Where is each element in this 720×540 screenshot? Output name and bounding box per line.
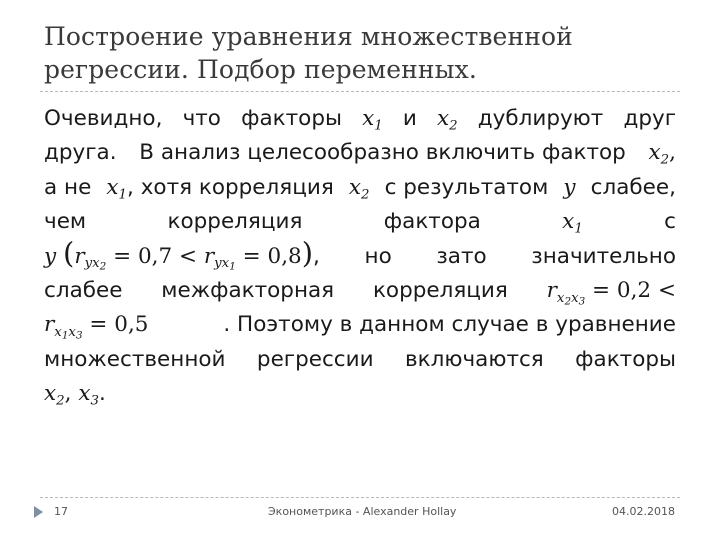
math-x1: $x_1$, хотя корреляция [106,174,334,203]
math-correlation-comparison: y $(r_{yx_2} = 0,7 < r_{yx_1} = 0,8)$, [44,235,320,273]
word: друга. [44,140,117,166]
slide-body [44,102,676,412]
title-divider [40,91,680,92]
phrase: с результатом [384,174,549,200]
body-line-3 [44,171,676,205]
title-line-2: регрессии. Подбор переменных. [44,55,477,84]
math-y: y [563,174,576,200]
title-line-1: Построение уравнения множественной [44,22,573,51]
slide-title [44,20,684,86]
word: фактора [383,209,481,235]
body-line-8 [44,343,676,377]
body-line-5 [44,235,676,274]
math-x2: $x_2$ [436,106,458,134]
word: множественной [44,346,226,372]
word: корреляция [372,277,508,303]
phrase: В анализ целесообразно включить фактор [139,140,626,166]
word: значительно [531,243,676,269]
phrase: а не [44,174,92,200]
word: слабее [44,277,123,303]
math-x2: $x_2$ [348,174,370,203]
body-line-2 [44,136,676,170]
word: но [364,243,392,269]
word: чем [44,209,87,235]
triangle-bullet-icon [34,506,43,518]
word: слабее, [590,174,676,200]
phrase: . Поэтому в данном случае в уравнение [223,312,676,338]
word: факторы [241,106,342,131]
math-x2-x3: $x_2$, $x_3$. [44,381,106,409]
math-x2-comma: $x_2$, [648,140,676,169]
word: Очевидно, [44,106,163,131]
word: дублируют [477,106,604,131]
word: зато [436,243,487,269]
footer-date: 04.02.2018 [612,505,675,518]
word: межфакторная [161,277,335,303]
page-number: 17 [54,505,68,518]
footer-center-text: Эконометрика - Alexander Hollay [268,505,457,518]
word: с [664,209,676,235]
math-r-x2x3: $r_{x_2x_3} = 0,2$ < [546,277,676,308]
footer-divider [40,497,680,498]
math-r-x1x3: $r_{x_1x_3} = 0,5$ [44,312,149,342]
word: факторы [575,346,676,372]
word: и [402,106,417,131]
math-x1: $x_1$ [562,209,583,237]
body-line-9 [44,377,676,411]
body-line-7 [44,308,676,342]
word: корреляция [167,209,303,235]
word: друг [623,106,676,131]
word: включаются [404,346,544,372]
body-line-1 [44,102,676,136]
word: регрессии [256,346,374,372]
word: что [182,106,221,131]
math-x1: $x_1$ [362,106,383,134]
